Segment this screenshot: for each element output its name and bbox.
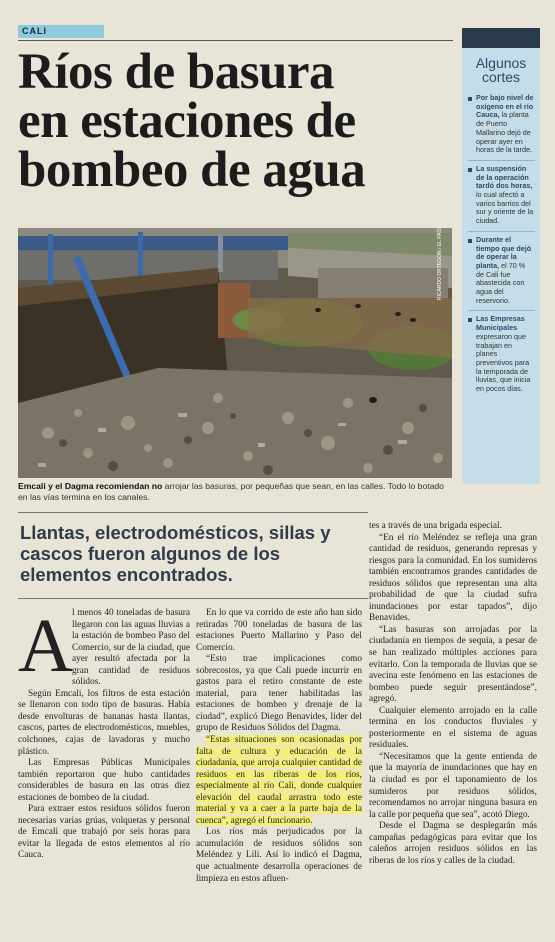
highlighted-quote (196, 735, 362, 827)
subhead-rule-bottom (18, 598, 368, 599)
headline-line: Ríos de basura (18, 44, 335, 100)
sidebar-item-bold: La suspensión de la operación tardó dos horas, (476, 163, 533, 191)
article-paragraph: tes a través de una brigada especial. (369, 521, 502, 531)
article-paragraph: Los ríos más perjudicados por la acumulación de residuos sólidos son Meléndez y Lili. Así lo indicó el Dagma, que actualmente desarrolla operaciones de limpieza en estos afluen- (196, 827, 362, 884)
sidebar-list (462, 90, 540, 399)
photo-credit: RICARDO ORTEGÓN / EL PAÍS (437, 227, 443, 300)
caption-bold: Emcali y el Dagma recomiendan no (18, 481, 163, 491)
sidebar-item-text: el 70 % de Cali fue abastecida con agua del reservorio. (476, 260, 526, 305)
article-paragraph: En lo que va corrido de este año han sido retiradas 700 toneladas de basura de las estaciones Puerto Mallarino y Paso del Comercio. (196, 608, 362, 653)
article-column-2 (196, 608, 362, 885)
sidebar-item-bold: Por bajo nivel de oxígeno en el río Cauca, (476, 93, 534, 120)
sidebar-title-line: cortes (481, 69, 521, 85)
section-tag: CALI (18, 25, 104, 38)
sidebar-item-text: la planta de Puerto Mallarino dejó de operar ayer en horas de la tarde. (476, 110, 532, 155)
article-paragraph: Cualquier elemento arrojado en la calle termina en los conductos fluviales y posteriormente en el sistema de aguas residuales. (369, 705, 537, 751)
header-rule (18, 40, 453, 41)
article-paragraph: Desde el Dagma se desplegarán más campañas pedagógicas para evitar que los caleños arrojen residuos sólidos en las riberas de los ríos y calles de la ciudad. (369, 821, 537, 866)
article-paragraph: “Las basuras son arrojadas por la ciudadanía en tiempos de sequía, a pesar de se han realizado múltiples acciones para evitarlo. Con la temporada de lluvias que se avecina este fenómeno en las estaciones de bombeo puede seguir presentándose”, agregó. (369, 624, 537, 705)
drop-cap: A (18, 604, 73, 688)
sidebar-item-bold: Las Empresas Municipales (476, 314, 525, 333)
article-paragraph: “Necesitamos que la gente entienda de que la mayoría de inundaciones que hay en la ciudad es por el taponamiento de los sumideros por residuos sólidos, recomendamos no arrojar ninguna basura en la calle por pequeña que sea”, acotó Diego. (369, 751, 537, 820)
headline (18, 44, 453, 198)
subhead-rule-top (18, 512, 368, 513)
caption-text: arrojar las basuras, por pequeñas que sean, en las calles. Todo lo botado en las vías termina en los canales. (18, 481, 444, 502)
sidebar-title-line: Algunos (475, 55, 527, 71)
sidebar-bar (462, 28, 540, 48)
article-column-1 (18, 604, 190, 862)
sidebar-item-text: lo cual afectó a varios barrios del sur y oriente de la ciudad. (476, 190, 534, 226)
article-paragraph: “Esto trae implicaciones como sobrecostos, ya que Cali puede incurrir en gastos para el retiro constante de este material, para tener habilitadas las estaciones de bombeo y drenaje de la ciudad”, explicó Diego Benavides, líder del grupo de Residuos Sólidos del Dagma. (196, 654, 362, 734)
news-photo (18, 228, 452, 478)
sidebar-item (468, 310, 535, 398)
sidebar-box (462, 28, 540, 484)
highlighted-text: “Estas situaciones son ocasionadas por falta de cultura y educación de la ciudadanía, que arroja cualquier cantidad de residuos en las riberas de los ríos, especialmente al río Cali, donde cualquier elevación del caudal arrastra todo este material y va a caer a la parte baja de la cuenca”, agregó el funcionario. (196, 735, 362, 826)
headline-line: en estaciones de (18, 93, 356, 149)
pumping-station-illustration (18, 228, 452, 478)
article-paragraph: “En el río Meléndez se refleja una gran cantidad de residuos, generando represas y riesgos para la comunidad. En los sumideros también encontramos grandes cantidades de residuos sólidos que representan una alta probabilidad de que la ciudad sufra inundaciones por estar tapados”, dijo Benavides. (369, 532, 537, 624)
subheadline: Llantas, electrodomésticos, sillas y cascos fueron algunos de los elementos encontrados. (20, 522, 331, 585)
sidebar-title (462, 48, 540, 90)
photo-caption (18, 481, 453, 503)
sidebar-item (468, 231, 535, 311)
article-paragraph: Para extraer estos residuos sólidos fueron necesarias varias grúas, volquetas y personal de Emcali que trabajó por seis horas para evitar la llegada de estos elementos al río Cauca. (18, 804, 190, 861)
headline-line: bombeo de agua (18, 142, 366, 198)
sidebar-item (468, 90, 535, 160)
sidebar-item (468, 160, 535, 231)
sidebar-item-bold: Durante el tiempo que dejó de operar la planta, (476, 234, 532, 270)
article-paragraph: l menos 40 toneladas de basura llegaron con las aguas lluvias a la estación de bombeo Paso del Comercio, sur de la ciudad, que ayer resultó afectada por la gran cantidad de residuos sólidos. (72, 608, 190, 688)
article-column-3 (369, 521, 537, 867)
article-paragraph: Las Empresas Públicas Municipales también reportaron que hubo cantidades considerables de basura en las otras diez estaciones de bombeo de la ciudad. (18, 758, 190, 803)
sidebar-item-text: expresaron que trabajan en planes preventivos para la temporada de lluvias, que inicia en pocos días. (476, 331, 531, 394)
article-paragraph: Según Emcali, los filtros de esta estación se llenaron con todo tipo de basuras. Había desde envolturas de bananas hasta llantas, cascos, partes de electrodomésticos, muebles, colchones, cajas de lavadoras y mucho plástico. (18, 688, 190, 757)
